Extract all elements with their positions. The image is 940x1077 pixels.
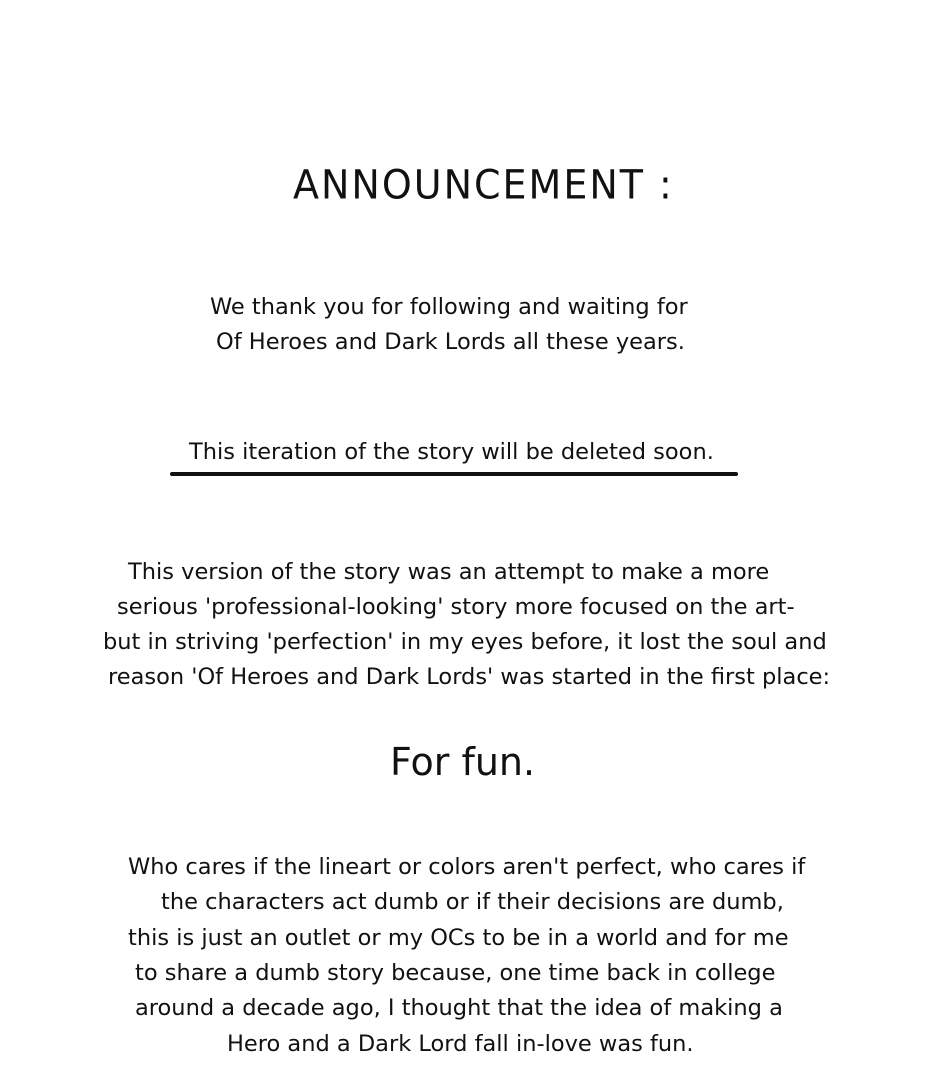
paragraph1-line-3: but in striving 'perfection' in my eyes before, it lost the soul and bbox=[103, 629, 827, 655]
intro-line-1: We thank you for following and waiting for bbox=[210, 294, 688, 320]
announcement-title: ANNOUNCEMENT : bbox=[293, 161, 674, 209]
paragraph1-line-2: serious 'professional-looking' story more focused on the art- bbox=[117, 594, 795, 620]
paragraph2-line-1: Who cares if the lineart or colors aren't perfect, who cares if bbox=[128, 854, 806, 880]
paragraph2-line-4: to share a dumb story because, one time back in college bbox=[135, 960, 776, 986]
notice-underline bbox=[170, 472, 738, 476]
paragraph2-line-3: this is just an outlet or my OCs to be in a world and for me bbox=[128, 925, 789, 951]
paragraph1-line-4: reason 'Of Heroes and Dark Lords' was started in the first place: bbox=[108, 664, 831, 690]
paragraph1-line-1: This version of the story was an attempt to make a more bbox=[128, 559, 770, 585]
for-fun-emphasis: For fun. bbox=[390, 740, 536, 784]
intro-line-2: Of Heroes and Dark Lords all these years. bbox=[216, 329, 685, 355]
deletion-notice: This iteration of the story will be deleted soon. bbox=[189, 439, 714, 465]
paragraph2-line-2: the characters act dumb or if their decisions are dumb, bbox=[161, 889, 784, 915]
paragraph2-line-5: around a decade ago, I thought that the idea of making a bbox=[135, 995, 783, 1021]
paragraph2-line-6: Hero and a Dark Lord fall in-love was fun. bbox=[227, 1031, 694, 1057]
